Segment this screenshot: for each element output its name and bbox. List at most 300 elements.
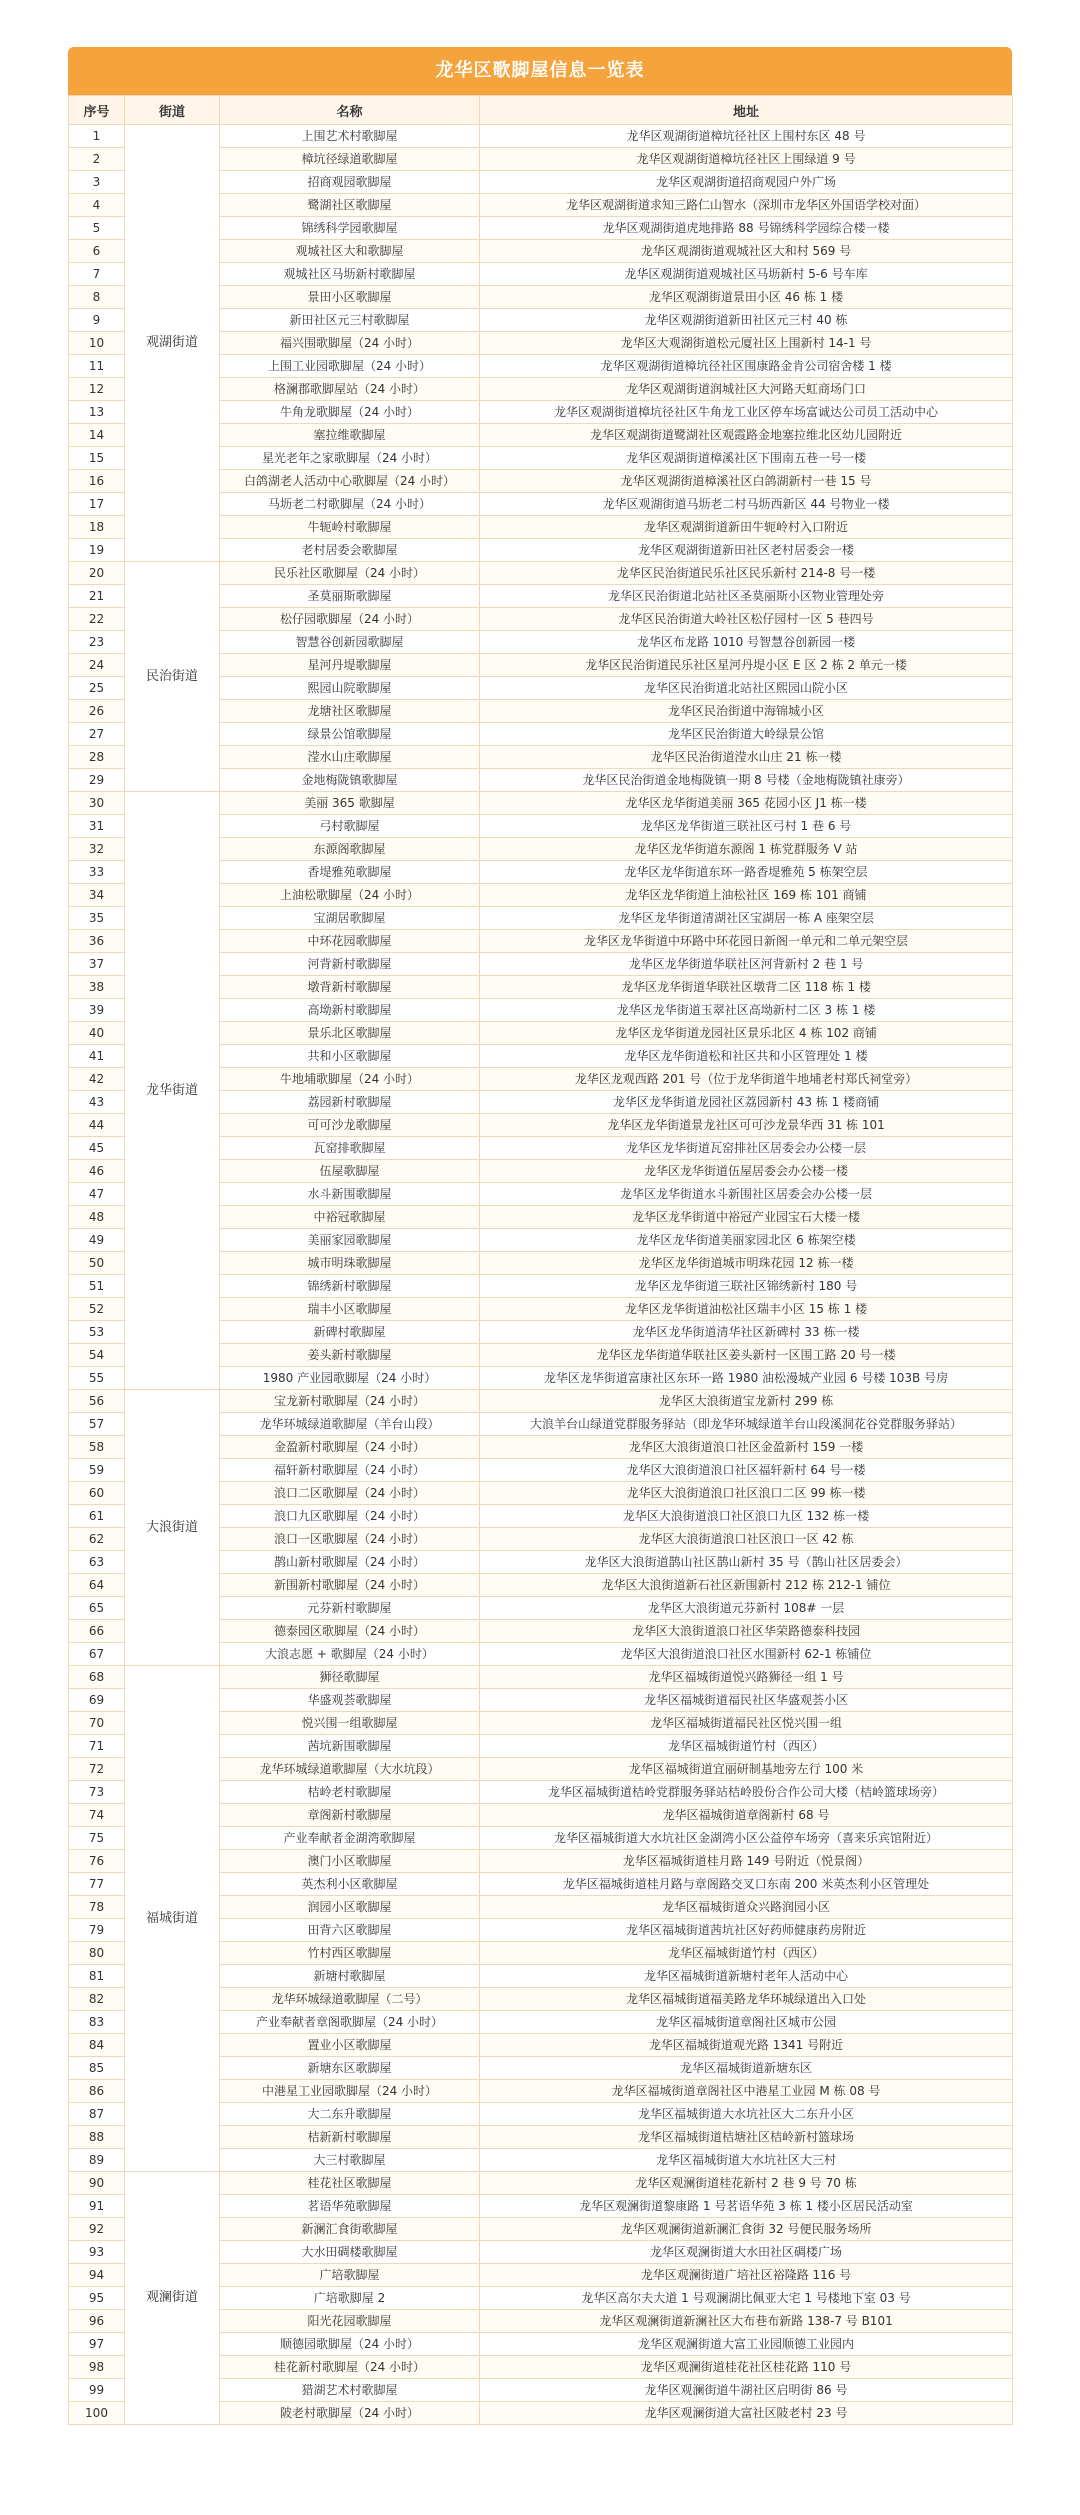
table-row bbox=[69, 1390, 1013, 1413]
venue-name: 福轩新村歌脚屋（24 小时） bbox=[220, 1459, 480, 1482]
venue-name: 浪口一区歌脚屋（24 小时） bbox=[220, 1528, 480, 1551]
row-index: 22 bbox=[69, 608, 125, 631]
venue-address: 龙华区大观湖街道松元厦社区上围新村 14-1 号 bbox=[480, 332, 1013, 355]
venue-name: 东源阁歌脚屋 bbox=[220, 838, 480, 861]
venue-name: 金地梅陇镇歌脚屋 bbox=[220, 769, 480, 792]
row-index: 53 bbox=[69, 1321, 125, 1344]
row-index: 52 bbox=[69, 1298, 125, 1321]
table-row bbox=[69, 1666, 1013, 1689]
row-index: 2 bbox=[69, 148, 125, 171]
venue-address: 龙华区龙华街道伍屋居委会办公楼一楼 bbox=[480, 1160, 1013, 1183]
venue-name: 大二东升歌脚屋 bbox=[220, 2103, 480, 2126]
row-index: 16 bbox=[69, 470, 125, 493]
header-street: 街道 bbox=[125, 96, 220, 125]
street-cell: 观澜街道 bbox=[125, 2172, 220, 2425]
venue-address: 龙华区观澜街道大富工业园顺德工业园内 bbox=[480, 2333, 1013, 2356]
venue-address: 龙华区福城街道宜丽研制基地旁左行 100 米 bbox=[480, 1758, 1013, 1781]
row-index: 31 bbox=[69, 815, 125, 838]
venue-address: 龙华区龙华街道城市明珠花园 12 栋一楼 bbox=[480, 1252, 1013, 1275]
venue-address: 龙华区龙华街道富康社区东环一路 1980 油松漫城产业园 6 号楼 103B 号房 bbox=[480, 1367, 1013, 1390]
venue-address: 大浪羊台山绿道党群服务驿站（即龙华环城绿道羊台山段溪洞花谷党群服务驿站） bbox=[480, 1413, 1013, 1436]
venue-name: 牛轭岭村歌脚屋 bbox=[220, 516, 480, 539]
venue-name: 澳门小区歌脚屋 bbox=[220, 1850, 480, 1873]
venue-name: 大浪志愿 + 歌脚屋（24 小时） bbox=[220, 1643, 480, 1666]
row-index: 67 bbox=[69, 1643, 125, 1666]
row-index: 19 bbox=[69, 539, 125, 562]
street-cell: 龙华街道 bbox=[125, 792, 220, 1390]
row-index: 79 bbox=[69, 1919, 125, 1942]
venue-address: 龙华区龙华街道中裕冠产业园宝石大楼一楼 bbox=[480, 1206, 1013, 1229]
venue-address: 龙华区观湖街道樟坑径社区上围绿道 9 号 bbox=[480, 148, 1013, 171]
row-index: 45 bbox=[69, 1137, 125, 1160]
venue-address: 龙华区布龙路 1010 号智慧谷创新园一楼 bbox=[480, 631, 1013, 654]
venue-name: 牛地埔歌脚屋（24 小时） bbox=[220, 1068, 480, 1091]
venue-name: 金盈新村歌脚屋（24 小时） bbox=[220, 1436, 480, 1459]
street-cell: 大浪街道 bbox=[125, 1390, 220, 1666]
row-index: 99 bbox=[69, 2379, 125, 2402]
venue-name: 英杰利小区歌脚屋 bbox=[220, 1873, 480, 1896]
venue-address: 龙华区观澜街道大富社区陂老村 23 号 bbox=[480, 2402, 1013, 2425]
row-index: 14 bbox=[69, 424, 125, 447]
row-index: 5 bbox=[69, 217, 125, 240]
venue-name: 水斗新围歌脚屋 bbox=[220, 1183, 480, 1206]
venue-address: 龙华区民治街道金地梅陇镇一期 8 号楼（金地梅陇镇社康旁） bbox=[480, 769, 1013, 792]
venue-address: 龙华区大浪街道宝龙新村 299 栋 bbox=[480, 1390, 1013, 1413]
venue-address: 龙华区民治街道北站社区熙园山院小区 bbox=[480, 677, 1013, 700]
venue-address: 龙华区民治街道北站社区圣莫丽斯小区物业管理处旁 bbox=[480, 585, 1013, 608]
venue-name: 狮径歌脚屋 bbox=[220, 1666, 480, 1689]
row-index: 29 bbox=[69, 769, 125, 792]
venue-name: 桔岭老村歌脚屋 bbox=[220, 1781, 480, 1804]
row-index: 59 bbox=[69, 1459, 125, 1482]
venue-name: 星光老年之家歌脚屋（24 小时） bbox=[220, 447, 480, 470]
row-index: 64 bbox=[69, 1574, 125, 1597]
row-index: 9 bbox=[69, 309, 125, 332]
row-index: 93 bbox=[69, 2241, 125, 2264]
venue-address: 龙华区龙华街道龙园社区景乐北区 4 栋 102 商铺 bbox=[480, 1022, 1013, 1045]
venue-address: 龙华区龙华街道三联社区锦绣新村 180 号 bbox=[480, 1275, 1013, 1298]
venue-name: 熙园山院歌脚屋 bbox=[220, 677, 480, 700]
row-index: 3 bbox=[69, 171, 125, 194]
venue-name: 老村居委会歌脚屋 bbox=[220, 539, 480, 562]
row-index: 1 bbox=[69, 125, 125, 148]
venue-address: 龙华区观湖街道马坜老二村马坜西新区 44 号物业一楼 bbox=[480, 493, 1013, 516]
row-index: 48 bbox=[69, 1206, 125, 1229]
venue-address: 龙华区大浪街道浪口社区浪口二区 99 栋一楼 bbox=[480, 1482, 1013, 1505]
venue-name: 1980 产业园歌脚屋（24 小时） bbox=[220, 1367, 480, 1390]
venue-address: 龙华区观澜街道桂花社区桂花路 110 号 bbox=[480, 2356, 1013, 2379]
venue-address: 龙华区大浪街道新石社区新围新村 212 栋 212-1 铺位 bbox=[480, 1574, 1013, 1597]
venue-name: 景乐北区歌脚屋 bbox=[220, 1022, 480, 1045]
venue-address: 龙华区观澜街道黎康路 1 号茗语华苑 3 栋 1 楼小区居民活动室 bbox=[480, 2195, 1013, 2218]
row-index: 11 bbox=[69, 355, 125, 378]
row-index: 17 bbox=[69, 493, 125, 516]
venue-name: 鹊山新村歌脚屋（24 小时） bbox=[220, 1551, 480, 1574]
venue-address: 龙华区龙华街道东源阁 1 栋党群服务 V 站 bbox=[480, 838, 1013, 861]
row-index: 10 bbox=[69, 332, 125, 355]
venue-address: 龙华区福城街道新塘村老年人活动中心 bbox=[480, 1965, 1013, 1988]
venue-name: 新田社区元三村歌脚屋 bbox=[220, 309, 480, 332]
header-name: 名称 bbox=[220, 96, 480, 125]
venue-name: 观城社区马坜新村歌脚屋 bbox=[220, 263, 480, 286]
table-row bbox=[69, 562, 1013, 585]
row-index: 74 bbox=[69, 1804, 125, 1827]
venue-name: 龙塘社区歌脚屋 bbox=[220, 700, 480, 723]
venue-name: 美丽 365 歌脚屋 bbox=[220, 792, 480, 815]
venue-address: 龙华区福城街道桔塘社区桔岭新村篮球场 bbox=[480, 2126, 1013, 2149]
venue-address: 龙华区福城街道茜坑社区好药师健康药房附近 bbox=[480, 1919, 1013, 1942]
venue-address: 龙华区观湖街道鹭湖社区观霞路金地塞拉维北区幼儿园附近 bbox=[480, 424, 1013, 447]
venue-address: 龙华区观澜街道牛湖社区启明街 86 号 bbox=[480, 2379, 1013, 2402]
venue-address: 龙华区福城街道众兴路润园小区 bbox=[480, 1896, 1013, 1919]
row-index: 96 bbox=[69, 2310, 125, 2333]
venue-name: 桂花社区歌脚屋 bbox=[220, 2172, 480, 2195]
row-index: 24 bbox=[69, 654, 125, 677]
venue-address: 龙华区龙华街道水斗新围社区居委会办公楼一层 bbox=[480, 1183, 1013, 1206]
venue-name: 共和小区歌脚屋 bbox=[220, 1045, 480, 1068]
row-index: 82 bbox=[69, 1988, 125, 2011]
venue-address: 龙华区福城街道竹村（西区） bbox=[480, 1942, 1013, 1965]
venue-address: 龙华区龙华街道华联社区墩背二区 118 栋 1 楼 bbox=[480, 976, 1013, 999]
row-index: 75 bbox=[69, 1827, 125, 1850]
row-index: 84 bbox=[69, 2034, 125, 2057]
venue-name: 竹村西区歌脚屋 bbox=[220, 1942, 480, 1965]
venue-name: 浪口二区歌脚屋（24 小时） bbox=[220, 1482, 480, 1505]
venue-name: 荔园新村歌脚屋 bbox=[220, 1091, 480, 1114]
row-index: 87 bbox=[69, 2103, 125, 2126]
venue-address: 龙华区龙华街道清湖社区宝湖居一栋 A 座架空层 bbox=[480, 907, 1013, 930]
venue-name: 中裕冠歌脚屋 bbox=[220, 1206, 480, 1229]
page-title: 龙华区歌脚屋信息一览表 bbox=[68, 47, 1012, 95]
venue-address: 龙华区龙华街道美丽 365 花园小区 J1 栋一楼 bbox=[480, 792, 1013, 815]
row-index: 56 bbox=[69, 1390, 125, 1413]
row-index: 6 bbox=[69, 240, 125, 263]
row-index: 39 bbox=[69, 999, 125, 1022]
venue-name: 绿景公馆歌脚屋 bbox=[220, 723, 480, 746]
venue-address: 龙华区龙华街道瓦窑排社区居委会办公楼一层 bbox=[480, 1137, 1013, 1160]
header-address: 地址 bbox=[480, 96, 1013, 125]
row-index: 91 bbox=[69, 2195, 125, 2218]
venue-name: 景田小区歌脚屋 bbox=[220, 286, 480, 309]
venue-address: 龙华区大浪街道浪口社区浪口九区 132 栋一楼 bbox=[480, 1505, 1013, 1528]
row-index: 54 bbox=[69, 1344, 125, 1367]
venue-name: 大水田碉楼歌脚屋 bbox=[220, 2241, 480, 2264]
venue-address: 龙华区观湖街道新田牛轭岭村入口附近 bbox=[480, 516, 1013, 539]
venue-address: 龙华区大浪街道浪口社区水围新村 62-1 栋铺位 bbox=[480, 1643, 1013, 1666]
venue-name: 弓村歌脚屋 bbox=[220, 815, 480, 838]
row-index: 60 bbox=[69, 1482, 125, 1505]
venue-name: 上围艺术村歌脚屋 bbox=[220, 125, 480, 148]
venue-name: 龙华环城绿道歌脚屋（二号） bbox=[220, 1988, 480, 2011]
venue-name: 星河丹堤歌脚屋 bbox=[220, 654, 480, 677]
venue-name: 河背新村歌脚屋 bbox=[220, 953, 480, 976]
venue-name: 产业奉献者章阁歌脚屋（24 小时） bbox=[220, 2011, 480, 2034]
venue-name: 猎湖艺术村歌脚屋 bbox=[220, 2379, 480, 2402]
venue-name: 宝湖居歌脚屋 bbox=[220, 907, 480, 930]
venue-address: 龙华区民治街道滢水山庄 21 栋一楼 bbox=[480, 746, 1013, 769]
row-index: 12 bbox=[69, 378, 125, 401]
venue-name: 田背六区歌脚屋 bbox=[220, 1919, 480, 1942]
table-container bbox=[68, 47, 1012, 2425]
row-index: 26 bbox=[69, 700, 125, 723]
venue-name: 瑞丰小区歌脚屋 bbox=[220, 1298, 480, 1321]
venue-address: 龙华区观湖街道樟溪社区下围南五巷一号一楼 bbox=[480, 447, 1013, 470]
row-index: 47 bbox=[69, 1183, 125, 1206]
venue-name: 德泰园区歌脚屋（24 小时） bbox=[220, 1620, 480, 1643]
street-cell: 观湖街道 bbox=[125, 125, 220, 562]
row-index: 63 bbox=[69, 1551, 125, 1574]
row-index: 15 bbox=[69, 447, 125, 470]
venue-name: 白鸽湖老人活动中心歌脚屋（24 小时） bbox=[220, 470, 480, 493]
venue-name: 宝龙新村歌脚屋（24 小时） bbox=[220, 1390, 480, 1413]
venue-address: 龙华区观湖街道观城社区大和村 569 号 bbox=[480, 240, 1013, 263]
venue-name: 格澜郡歌脚屋站（24 小时） bbox=[220, 378, 480, 401]
venue-address: 龙华区龙华街道龙园社区荔园新村 43 栋 1 楼商铺 bbox=[480, 1091, 1013, 1114]
venue-name: 墩背新村歌脚屋 bbox=[220, 976, 480, 999]
row-index: 88 bbox=[69, 2126, 125, 2149]
venue-name: 鹭湖社区歌脚屋 bbox=[220, 194, 480, 217]
row-index: 58 bbox=[69, 1436, 125, 1459]
row-index: 51 bbox=[69, 1275, 125, 1298]
row-index: 4 bbox=[69, 194, 125, 217]
venue-name: 阳光花园歌脚屋 bbox=[220, 2310, 480, 2333]
row-index: 92 bbox=[69, 2218, 125, 2241]
row-index: 69 bbox=[69, 1689, 125, 1712]
venue-address: 龙华区大浪街道元芬新村 108# 一层 bbox=[480, 1597, 1013, 1620]
venue-name: 中港星工业园歌脚屋（24 小时） bbox=[220, 2080, 480, 2103]
venue-address: 龙华区福城街道福民社区华盛观荟小区 bbox=[480, 1689, 1013, 1712]
venue-address: 龙华区观湖街道樟坑径社区围康路金肯公司宿舍楼 1 楼 bbox=[480, 355, 1013, 378]
row-index: 68 bbox=[69, 1666, 125, 1689]
venue-name: 高坳新村歌脚屋 bbox=[220, 999, 480, 1022]
venue-name: 产业奉献者金湖湾歌脚屋 bbox=[220, 1827, 480, 1850]
venue-address: 龙华区龙观西路 201 号（位于龙华街道牛地埔老村郑氏祠堂旁） bbox=[480, 1068, 1013, 1091]
venue-address: 龙华区福城街道福美路龙华环城绿道出入口处 bbox=[480, 1988, 1013, 2011]
venue-name: 中环花园歌脚屋 bbox=[220, 930, 480, 953]
venue-address: 龙华区福城街道观光路 1341 号附近 bbox=[480, 2034, 1013, 2057]
venue-name: 锦绣科学园歌脚屋 bbox=[220, 217, 480, 240]
row-index: 97 bbox=[69, 2333, 125, 2356]
row-index: 65 bbox=[69, 1597, 125, 1620]
venue-address: 龙华区龙华街道美丽家园北区 6 栋架空楼 bbox=[480, 1229, 1013, 1252]
row-index: 8 bbox=[69, 286, 125, 309]
venue-name: 牛角龙歌脚屋（24 小时） bbox=[220, 401, 480, 424]
venue-address: 龙华区观湖街道新田社区老村居委会一楼 bbox=[480, 539, 1013, 562]
venue-address: 龙华区观湖街道润城社区大河路天虹商场门口 bbox=[480, 378, 1013, 401]
venue-address: 龙华区龙华街道中环路中环花园日新阁一单元和二单元架空层 bbox=[480, 930, 1013, 953]
venue-address: 龙华区民治街道民乐社区星河丹堤小区 E 区 2 栋 2 单元一楼 bbox=[480, 654, 1013, 677]
venue-name: 新碑村歌脚屋 bbox=[220, 1321, 480, 1344]
venue-address: 龙华区观澜街道桂花新村 2 巷 9 号 70 栋 bbox=[480, 2172, 1013, 2195]
venue-name: 福兴围歌脚屋（24 小时） bbox=[220, 332, 480, 355]
venue-name: 樟坑径绿道歌脚屋 bbox=[220, 148, 480, 171]
venue-address: 龙华区大浪街道浪口社区华荣路德泰科技园 bbox=[480, 1620, 1013, 1643]
venue-address: 龙华区民治街道大岭绿景公馆 bbox=[480, 723, 1013, 746]
row-index: 28 bbox=[69, 746, 125, 769]
venue-name: 可可沙龙歌脚屋 bbox=[220, 1114, 480, 1137]
venue-name: 陂老村歌脚屋（24 小时） bbox=[220, 2402, 480, 2425]
venue-name: 锦绣新村歌脚屋 bbox=[220, 1275, 480, 1298]
venue-address: 龙华区福城街道大水坑社区金湖湾小区公益停车场旁（喜来乐宾馆附近） bbox=[480, 1827, 1013, 1850]
venue-name: 大三村歌脚屋 bbox=[220, 2149, 480, 2172]
row-index: 55 bbox=[69, 1367, 125, 1390]
venue-name: 智慧谷创新园歌脚屋 bbox=[220, 631, 480, 654]
venue-name: 华盛观荟歌脚屋 bbox=[220, 1689, 480, 1712]
info-table bbox=[68, 95, 1013, 2425]
row-index: 41 bbox=[69, 1045, 125, 1068]
venue-name: 滢水山庄歌脚屋 bbox=[220, 746, 480, 769]
venue-address: 龙华区龙华街道清华社区新碑村 33 栋一楼 bbox=[480, 1321, 1013, 1344]
venue-address: 龙华区观湖街道观城社区马坜新村 5-6 号车库 bbox=[480, 263, 1013, 286]
venue-address: 龙华区龙华街道上油松社区 169 栋 101 商铺 bbox=[480, 884, 1013, 907]
venue-address: 龙华区观澜街道广培社区裕隆路 116 号 bbox=[480, 2264, 1013, 2287]
row-index: 94 bbox=[69, 2264, 125, 2287]
venue-name: 上油松歌脚屋（24 小时） bbox=[220, 884, 480, 907]
row-index: 44 bbox=[69, 1114, 125, 1137]
row-index: 81 bbox=[69, 1965, 125, 1988]
venue-name: 马坜老二村歌脚屋（24 小时） bbox=[220, 493, 480, 516]
venue-address: 龙华区龙华街道油松社区瑞丰小区 15 栋 1 楼 bbox=[480, 1298, 1013, 1321]
venue-address: 龙华区大浪街道鹊山社区鹊山新村 35 号（鹊山社区居委会） bbox=[480, 1551, 1013, 1574]
venue-address: 龙华区福城街道福民社区悦兴围一组 bbox=[480, 1712, 1013, 1735]
row-index: 13 bbox=[69, 401, 125, 424]
venue-address: 龙华区龙华街道景龙社区可可沙龙景华西 31 栋 101 bbox=[480, 1114, 1013, 1137]
venue-address: 龙华区福城街道章阁社区中港星工业园 M 栋 08 号 bbox=[480, 2080, 1013, 2103]
venue-address: 龙华区龙华街道东环一路香堤雅苑 5 栋架空层 bbox=[480, 861, 1013, 884]
header-index: 序号 bbox=[69, 96, 125, 125]
row-index: 33 bbox=[69, 861, 125, 884]
venue-name: 新塘东区歌脚屋 bbox=[220, 2057, 480, 2080]
venue-address: 龙华区民治街道中海锦城小区 bbox=[480, 700, 1013, 723]
venue-name: 新澜汇食街歌脚屋 bbox=[220, 2218, 480, 2241]
row-index: 86 bbox=[69, 2080, 125, 2103]
row-index: 42 bbox=[69, 1068, 125, 1091]
venue-address: 龙华区龙华街道松和社区共和小区管理处 1 楼 bbox=[480, 1045, 1013, 1068]
venue-name: 观城社区大和歌脚屋 bbox=[220, 240, 480, 263]
venue-address: 龙华区福城街道新塘东区 bbox=[480, 2057, 1013, 2080]
venue-address: 龙华区大浪街道浪口社区金盈新村 159 一楼 bbox=[480, 1436, 1013, 1459]
venue-name: 浪口九区歌脚屋（24 小时） bbox=[220, 1505, 480, 1528]
row-index: 32 bbox=[69, 838, 125, 861]
venue-name: 上围工业园歌脚屋（24 小时） bbox=[220, 355, 480, 378]
street-cell: 福城街道 bbox=[125, 1666, 220, 2172]
row-index: 90 bbox=[69, 2172, 125, 2195]
venue-address: 龙华区福城街道桂月路与章阁路交叉口东南 200 米英杰利小区管理处 bbox=[480, 1873, 1013, 1896]
row-index: 62 bbox=[69, 1528, 125, 1551]
row-index: 36 bbox=[69, 930, 125, 953]
row-index: 61 bbox=[69, 1505, 125, 1528]
venue-address: 龙华区观澜街道新澜汇食街 32 号便民服务场所 bbox=[480, 2218, 1013, 2241]
row-index: 20 bbox=[69, 562, 125, 585]
row-index: 77 bbox=[69, 1873, 125, 1896]
venue-name: 瓦窑排歌脚屋 bbox=[220, 1137, 480, 1160]
venue-address: 龙华区观湖街道招商观园户外广场 bbox=[480, 171, 1013, 194]
venue-address: 龙华区观澜街道新澜社区大布巷布新路 138-7 号 B101 bbox=[480, 2310, 1013, 2333]
row-index: 76 bbox=[69, 1850, 125, 1873]
row-index: 25 bbox=[69, 677, 125, 700]
venue-address: 龙华区福城街道大水坑社区大三村 bbox=[480, 2149, 1013, 2172]
venue-name: 龙华环城绿道歌脚屋（大水坑段） bbox=[220, 1758, 480, 1781]
venue-address: 龙华区民治街道民乐社区民乐新村 214-8 号一楼 bbox=[480, 562, 1013, 585]
table-row bbox=[69, 792, 1013, 815]
venue-address: 龙华区龙华街道华联社区河背新村 2 巷 1 号 bbox=[480, 953, 1013, 976]
venue-name: 新塘村歌脚屋 bbox=[220, 1965, 480, 1988]
venue-address: 龙华区福城街道章阁新村 68 号 bbox=[480, 1804, 1013, 1827]
row-index: 30 bbox=[69, 792, 125, 815]
row-index: 18 bbox=[69, 516, 125, 539]
venue-name: 茜坑新围歌脚屋 bbox=[220, 1735, 480, 1758]
venue-name: 桔新新村歌脚屋 bbox=[220, 2126, 480, 2149]
row-index: 27 bbox=[69, 723, 125, 746]
venue-name: 城市明珠歌脚屋 bbox=[220, 1252, 480, 1275]
venue-name: 广培歌脚屋 bbox=[220, 2264, 480, 2287]
row-index: 23 bbox=[69, 631, 125, 654]
row-index: 50 bbox=[69, 1252, 125, 1275]
venue-address: 龙华区观湖街道新田社区元三村 40 栋 bbox=[480, 309, 1013, 332]
row-index: 95 bbox=[69, 2287, 125, 2310]
venue-name: 润园小区歌脚屋 bbox=[220, 1896, 480, 1919]
venue-name: 香堤雅苑歌脚屋 bbox=[220, 861, 480, 884]
venue-address: 龙华区观湖街道景田小区 46 栋 1 楼 bbox=[480, 286, 1013, 309]
venue-name: 圣莫丽斯歌脚屋 bbox=[220, 585, 480, 608]
venue-address: 龙华区大浪街道浪口社区福轩新村 64 号一楼 bbox=[480, 1459, 1013, 1482]
venue-name: 茗语华苑歌脚屋 bbox=[220, 2195, 480, 2218]
venue-address: 龙华区观湖街道虎地排路 88 号锦绣科学园综合楼一楼 bbox=[480, 217, 1013, 240]
street-cell: 民治街道 bbox=[125, 562, 220, 792]
venue-name: 桂花新村歌脚屋（24 小时） bbox=[220, 2356, 480, 2379]
venue-name: 悦兴围一组歌脚屋 bbox=[220, 1712, 480, 1735]
venue-name: 置业小区歌脚屋 bbox=[220, 2034, 480, 2057]
row-index: 34 bbox=[69, 884, 125, 907]
venue-address: 龙华区龙华街道华联社区姜头新村一区围工路 20 号一楼 bbox=[480, 1344, 1013, 1367]
venue-name: 伍屋歌脚屋 bbox=[220, 1160, 480, 1183]
venue-address: 龙华区龙华街道玉翠社区高坳新村二区 3 栋 1 楼 bbox=[480, 999, 1013, 1022]
row-index: 21 bbox=[69, 585, 125, 608]
row-index: 57 bbox=[69, 1413, 125, 1436]
row-index: 38 bbox=[69, 976, 125, 999]
venue-name: 塞拉维歌脚屋 bbox=[220, 424, 480, 447]
row-index: 66 bbox=[69, 1620, 125, 1643]
row-index: 46 bbox=[69, 1160, 125, 1183]
row-index: 49 bbox=[69, 1229, 125, 1252]
venue-address: 龙华区观澜街道大水田社区碉楼广场 bbox=[480, 2241, 1013, 2264]
venue-address: 龙华区观湖街道樟坑径社区牛角龙工业区停车场富诚达公司员工活动中心 bbox=[480, 401, 1013, 424]
venue-name: 章阁新村歌脚屋 bbox=[220, 1804, 480, 1827]
row-index: 85 bbox=[69, 2057, 125, 2080]
venue-name: 元芬新村歌脚屋 bbox=[220, 1597, 480, 1620]
row-index: 72 bbox=[69, 1758, 125, 1781]
table-row bbox=[69, 2172, 1013, 2195]
venue-address: 龙华区福城街道桂月路 149 号附近（悦景阁） bbox=[480, 1850, 1013, 1873]
venue-address: 龙华区观湖街道求知三路仁山智水（深圳市龙华区外国语学校对面） bbox=[480, 194, 1013, 217]
row-index: 70 bbox=[69, 1712, 125, 1735]
venue-address: 龙华区福城街道大水坑社区大二东升小区 bbox=[480, 2103, 1013, 2126]
venue-address: 龙华区福城街道章阁社区城市公园 bbox=[480, 2011, 1013, 2034]
venue-name: 广培歌脚屋 2 bbox=[220, 2287, 480, 2310]
venue-address: 龙华区民治街道大岭社区松仔园村一区 5 巷四号 bbox=[480, 608, 1013, 631]
row-index: 100 bbox=[69, 2402, 125, 2425]
table-row bbox=[69, 125, 1013, 148]
row-index: 73 bbox=[69, 1781, 125, 1804]
venue-name: 姜头新村歌脚屋 bbox=[220, 1344, 480, 1367]
row-index: 78 bbox=[69, 1896, 125, 1919]
venue-name: 松仔园歌脚屋（24 小时） bbox=[220, 608, 480, 631]
venue-name: 顺德园歌脚屋（24 小时） bbox=[220, 2333, 480, 2356]
row-index: 89 bbox=[69, 2149, 125, 2172]
venue-name: 民乐社区歌脚屋（24 小时） bbox=[220, 562, 480, 585]
venue-address: 龙华区观湖街道樟坑径社区上围村东区 48 号 bbox=[480, 125, 1013, 148]
venue-address: 龙华区福城街道桔岭党群服务驿站桔岭股份合作公司大楼（桔岭篮球场旁） bbox=[480, 1781, 1013, 1804]
